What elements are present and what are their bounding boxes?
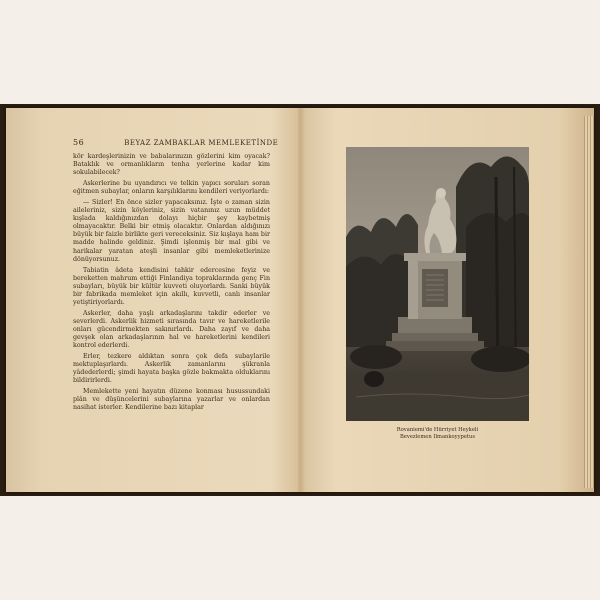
paragraph: kör kardeşlerinizin ve babalarınızın gözlerini kim oyacak? Bataklık ve ormanlıkların tenha yerlerine kadar kim sokulabilecek? (73, 153, 270, 177)
left-page (6, 108, 296, 492)
paragraph: Askerlerine bu uyandırıcı ve telkin yapıcı soruları soran eğitmen subaylar, onların karşılıklarını kendileri veriyorlardı: (73, 180, 270, 196)
open-book (6, 108, 594, 492)
paragraph: — Sizler! En önce sizler yapacaksınız. İşte o zaman sizin aileleriniz, sizin köyleriniz, sizin vatanınız uzun müddet kışlada kaldığınızdan dolayı hiçbir şey kaybetmiş olmayacaktır. Belki bir etmiş olacaktır. Onlardan aldığınızı büyük bir faizle birlikte geri vereceksiniz. Siz kışlaya ham bir madde halinde geldiniz. Şimdi işlenmiş bir mal gibi ve harikalar yaratan ateşli insanlar gibi memleketlerinize dönüyorsunuz. (73, 199, 270, 263)
paragraph: Askerler, daha yaşlı arkadaşlarını takdir ederler ve severlerdi. Askerlik hizmeti sırasında tavır ve hareketlerile onları gücendirmekten sakınırlardı. Daha zayıf ve daha gevşek olan arkadaşlarının hal ve hareketlerini kendileri kontrol ederlerdi. (73, 309, 270, 350)
body-text (73, 153, 270, 412)
book-title: BEYAZ ZAMBAKLAR MEMLEKETİNDE (124, 139, 279, 147)
page-edges (584, 116, 594, 488)
running-head (73, 138, 279, 147)
paragraph: Memlekette yeni hayatın düzene konması husussundaki plân ve düşüncelerini subaylarına yazarlar ve onlardan nasihat isterler. Kendilerine bazı kitaplar (73, 388, 270, 412)
right-page (300, 108, 594, 492)
caption-line: Rovaniemi'de Hürriyet Heykeli (396, 427, 479, 433)
paragraph: Erler, tezkere aldıktan sonra çok defa subaylarile mektuplaşırlardı. Askerlik zamanlarını şükranla yâdederlerdi; şimdi hayata başka gözle bakmakta olduklarını bildirirlerdi. (73, 353, 270, 385)
page-number: 56 (73, 138, 85, 147)
paragraph: Tabiatin âdeta kendisini tahkir edercesine feyiz ve bereketten mahrum ettiği Finlandiya topraklarında genç Fin subayları, büyük bir kültür kuvveti oluyorlardı. Sanki büyük bir fabrikada memleket için akıllı, kuvvetli, canlı insanlar yetiştiriyorlardı. (73, 266, 270, 306)
photo-caption (346, 427, 529, 441)
caption-line: Bevezlemen Ilmankoyypetus (400, 434, 475, 440)
monument-photo-icon (346, 147, 529, 421)
